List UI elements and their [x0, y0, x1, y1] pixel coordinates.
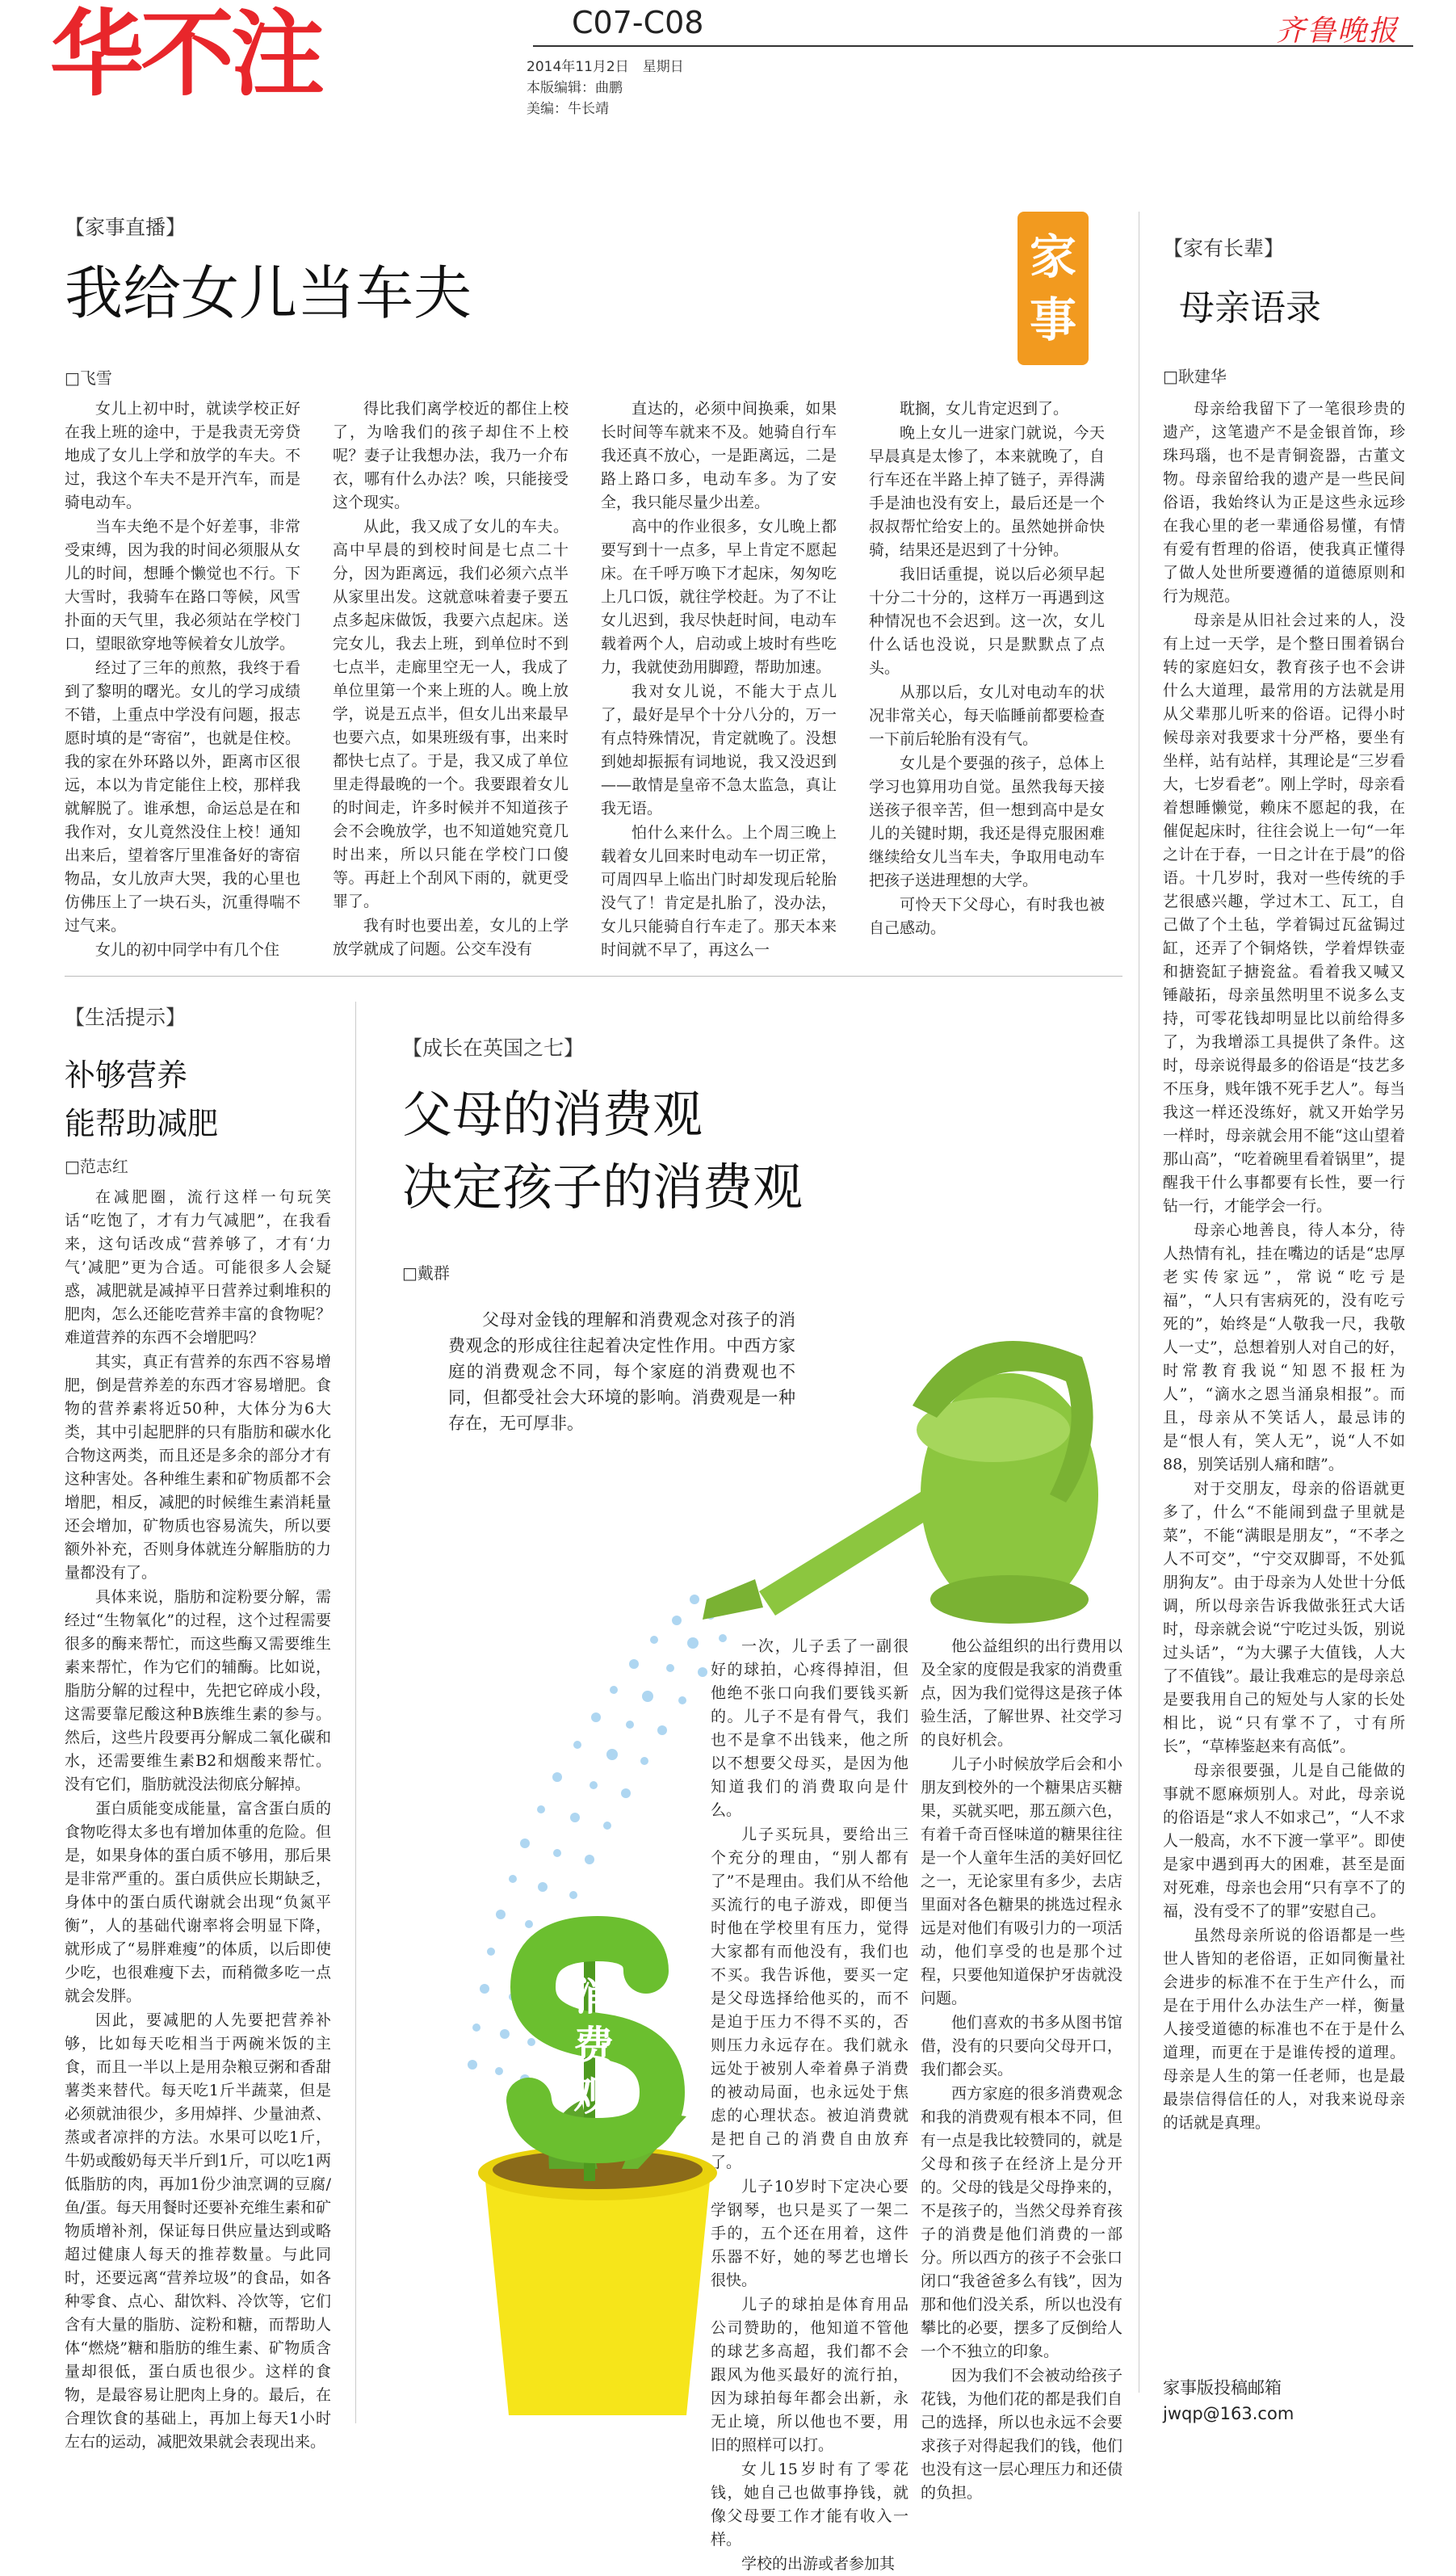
masthead: [0, 0, 1456, 121]
art2-section-tag: 【家有长辈】: [1163, 237, 1285, 260]
art1-col-1: [65, 397, 300, 959]
paragraph: 经过了三年的煎熬，我终于看到了黎明的曙光。女儿的学习成绩不错，上重点中学没有问题，报志愿时填的是“寄宿”，也就是住校。我的家在外环路以外，距离市区很远，本以为肯定能住上校，那样我就解脱了。谁承想，命运总是在和我作对，女儿竟然没住上校！通知出来后，望着客厅里准备好的寄宿物品，女儿放声大哭，我的心里也仿佛压上了一块石头，沉重得喘不过气来。: [65, 659, 300, 935]
submission-email[interactable]: jwqp@163.com: [1163, 2404, 1294, 2423]
art3-title-line1: 补够营养: [65, 1057, 188, 1093]
designer-credit: 美编：牛长靖: [527, 101, 609, 117]
paragraph: 母亲给我留下了一笔很珍贵的遗产，这笔遗产不是金银首饰，珍珠玛瑙，也不是青铜瓷器，古董文物。母亲留给我的遗产是一些民间俗语，我始终认为正是这些永远珍在我心里的老一辈通俗易懂，有情有爱有哲理的俗语，使我真正懂得了做人处世所要遵循的道德原则和行为规范。: [1163, 400, 1405, 605]
paragraph: 女儿15岁时有了零花钱，她自己也做事挣钱，就像父母要工作才能有收入一样。: [711, 2460, 908, 2549]
paragraph: 儿子买玩具，要给出三个充分的理由，“别人都有了”不是理由。我们从不给他买流行的电子游戏，即便当时他在学校里有压力，觉得大家都有而他没有，我们也不买。我告诉他，要买一定是父母选择给他买的，而不是迫于压力不得不买的，否则压力永远存在。我们就永远处于被别人牵着鼻子消费的被动局面，也永远处于焦虑的心理状态。被迫消费就是把自己的消费自由放弃了。: [711, 1826, 908, 2171]
paragraph: 从那以后，女儿对电动车的状况非常关心，每天临睡前都要检查一下前后轮胎有没有气。: [869, 683, 1105, 748]
paragraph: 我有时也要出差，女儿的上学放学就成了问题。公交车没有: [333, 917, 569, 958]
jiashi-badge-char: 家: [1029, 229, 1076, 284]
paragraph: 母亲很要强，儿是自己能做的事就不愿麻烦别人。对此，母亲说的俗语是“求人不如求己”，“人不求人一般高，水不下渡一掌平”。即使是家中遇到再大的困难，甚至是面对死难，母亲也会用“只有享不了的福，没有受不了的罪”安慰自己。: [1163, 1762, 1405, 1920]
art1-col-4: [869, 397, 1105, 937]
section-divider: [65, 976, 1122, 977]
paragraph: 西方家庭的很多消费观念和我的消费观有根本不同，但有一点是我比较赞同的，就是父母和孩子在经济上是分开的。父母的钱是父母挣来的，不是孩子的，当然父母养育孩子的消费是他们消费的一部分。所以西方的孩子不会张口闭口“我爸爸多么有钱”，因为那和他们没关系，所以也没有攀比的必要，摆多了反倒给人一个不独立的印象。: [921, 2085, 1122, 2360]
xiaofeiguan-badge: [557, 1971, 630, 2121]
art4-col-1: [711, 1635, 908, 2573]
art1-col-3: [601, 397, 837, 959]
art4-title-line1: 父母的消费观: [402, 1085, 703, 1144]
art4-title-line2: 决定孩子的消费观: [402, 1158, 804, 1217]
paragraph: 女儿的初中同学中有几个住: [95, 941, 280, 959]
editor-credit: 本版编辑：曲鹏: [527, 80, 623, 96]
paragraph: 对于交朋友，母亲的俗语就更多了，什么“不能闹到盘子里就是菜”，不能“满眼是朋友”，“不孝之人不可交”，“宁交双脚哥，不处狐朋狗友”。由于母亲为人处世十分低调，所以母亲告诉我做张狂式大话时，母亲就会说“宁吃过头饭，别说过头话”，“为大骡子大值钱，人大了不值钱”。最让我难忘的是母亲总是要我用自己的短处与人家的长处相比，说“只有掌不了，寸有所长”，“草棒鉴赵来有高低”。: [1163, 1480, 1405, 1755]
paragraph: 直达的，必须中间换乘，如果长时间等车就来不及。她骑自行车我还真不放心，一是距离远，二是路上路口多，电动车多。为了安全，我只能尽量少出差。: [601, 400, 837, 511]
paragraph: 具体来说，脂肪和淀粉要分解，需经过“生物氧化”的过程，这个过程需要很多的酶来帮忙，而这些酶又需要维生素来帮忙，作为它们的辅酶。比如说，脂肪分解的过程中，先把它碎成小段，这需要靠尼酸这种B族维生素的参与。然后，这些片段要再分解成二氧化碳和水，还需要维生素B2和烟酸来帮忙。没有它们，脂肪就没法彻底分解掉。: [65, 1588, 331, 1793]
paragraph: 学校的出游或者参加其: [741, 2555, 896, 2573]
paragraph: 耽搁，女儿肯定迟到了。: [900, 400, 1069, 418]
paragraph: 儿子小时候放学后会和小朋友到校外的一个糖果店买糖果，买就买吧，那五颜六色，有着千奇百怪味道的糖果往往是一个人童年生活的美好回忆之一，无论家里有多少，去店里面对各色糖果的挑选过程永远是对他们有吸引力的一项活动，他们享受的也是那个过程，只要他知道保护牙齿就没问题。: [921, 1755, 1122, 2007]
art3-title-line2: 能帮助减肥: [65, 1106, 219, 1141]
paragraph: 高中的作业很多，女儿晚上都要写到十一点多，早上肯定不愿起床。在千呼万唤下才起床，匆匆吃上几口饭，就往学校赶。为了不让女儿迟到，我尽快赶时间，电动车载着两个人，启动或上坡时有些吃力，我就使劲用脚蹬，帮助加速。: [601, 518, 837, 676]
newspaper-logo: 齐鲁晚报: [1276, 15, 1399, 48]
art3-section-tag: 【生活提示】: [65, 1006, 187, 1029]
paragraph: 我旧话重提，说以后必须早起十分二十分的，这样万一再遇到这种情况也不会迟到。这一次，女儿什么话也没说，只是默默点了点头。: [869, 565, 1105, 677]
paragraph: 母亲是从旧社会过来的人，没有上过一天学，是个整日围着锅台转的家庭妇女，教育孩子也不会讲什么大道理，最常用的方法就是用从父辈那儿听来的俗语。记得小时候母亲对我要求十分严格，要坐有坐样，站有站样，其理论是“三岁看大，七岁看老”。刚上学时，母亲看着想睡懒觉，赖床不愿起的我，在催促起床时，往往会说上一句“一年之计在于春，一日之计在于晨”的俗语。十几岁时，我对一些传统的手艺很感兴趣，学过木工、瓦工，自己做了个土毡，学着锔过瓦盆锔过缸，还弄了个铜烙铁，学着焊铁壶和搪瓷缸子搪瓷盆。看着我又喊又锤敲拓，母亲虽然明里不说多么支持，可零花钱却明显比以前给得多了，为我增添工具提供了条件。这时，母亲说得最多的俗语是“技艺多不压身，贱年饿不死手艺人”。每当我这一样还没练好，就又开始学另一样时，母亲就会用不能“这山望着那山高”，“吃着碗里看着锅里”，提醒我干什么事都要有长性，要一行钻一行，才能学会一行。: [1163, 611, 1405, 1215]
art4-section-tag: 【成长在英国之七】: [402, 1036, 585, 1060]
art4-lead: 父母对金钱的理解和消费观念对孩子的消费观念的形成往往起着决定性作用。中西方家庭的消费观念不同，每个家庭的消费观也不同，但都受社会大环境的影响。消费观是一种存在，无可厚非。: [448, 1310, 795, 1433]
xiaofeiguan-char: 观: [573, 2073, 614, 2120]
paragraph: 当车夫绝不是个好差事，非常受束缚，因为我的时间必须服从女儿的时间，想睡个懒觉也不行。下大雪时，我骑车在路口等候，风雪扑面的天气里，我必须站在学校门口，望眼欲穿地等候着女儿放学。: [65, 518, 300, 653]
art3-body: [65, 1186, 331, 2451]
paragraph: 女儿是个要强的孩子，总体上学习也算用功自觉。虽然我每天接送孩子很辛苦，但一想到高中是女儿的关键时期，我还是得克服困难继续给女儿当车夫，争取用电动车把孩子送进理想的大学。: [869, 754, 1105, 889]
paragraph: 可怜天下父母心，有时我也被自己感动。: [869, 896, 1105, 937]
paragraph: 在减肥圈，流行这样一句玩笑话“吃饱了，才有力气减肥”，在我看来，这句话改成“营养够了，才有‘力气’减肥”更为合适。可能很多人会疑惑，减肥就是减掉平日营养过剩堆积的肥肉，怎么还能吃营养丰富的食物呢？难道营养的东西不会增肥吗？: [65, 1188, 331, 1347]
art4-col-2: [921, 1635, 1122, 2502]
art1-col-2: [333, 397, 569, 958]
art2-title: 母亲语录: [1179, 288, 1321, 329]
paragraph: 我对女儿说，不能大于点儿了，最好是早个十分八分的，万一有点特殊情况，肯定就晚了。没想到她却振振有词地说，我又没迟到——敢情是皇帝不急太监急，真让我无语。: [601, 683, 837, 817]
paragraph: 儿子10岁时下定决心要学钢琴，也只是买了一架二手的，五个还在用着，这件乐器不好，她的琴艺也增长很快。: [711, 2178, 908, 2289]
submission-label: 家事版投稿邮箱: [1163, 2378, 1282, 2397]
xiaofeiguan-char: 费: [573, 2023, 614, 2070]
art1-title: 我给女儿当车夫: [65, 259, 472, 327]
page-numbers: C07-C08: [572, 5, 704, 40]
paragraph: 儿子的球拍是体育用品公司赞助的，他知道不管他的球艺多高超，我们都不会跟风为他买最好的流行拍，因为球拍每年都会出新，永无止境，所以他也不要，用旧的照样可以打。: [711, 2296, 908, 2454]
paragraph: 一次，儿子丢了一副很好的球拍，心疼得掉泪，但他绝不张口向我们要钱买新的。儿子不是有骨气，我们也不是拿不出钱来，他之所以不想要父母买，是因为他知道我们的消费取向是什么。: [711, 1637, 908, 1819]
paragraph: 蛋白质能变成能量，富含蛋白质的食物吃得太多也有增加体重的危险。但是，如果身体的蛋白质不够用，那后果是非常严重的。蛋白质供应长期缺乏，身体中的蛋白质代谢就会出现“负氮平衡”，人的基础代谢率将会明显下降，就形成了“易胖难瘦”的体质，以后即使少吃，也很难瘦下去，而稍微多吃一点就会发胖。: [65, 1800, 331, 2005]
xiaofeiguan-char: 消: [573, 1973, 614, 2019]
art4-byline: □戴群: [402, 1263, 450, 1283]
paragraph: 他公益组织的出行费用以及全家的度假是我家的消费重点，因为我们觉得这是孩子体验生活，了解世界、社交学习的良好机会。: [921, 1637, 1122, 1749]
jiashi-badge-char: 事: [1029, 292, 1076, 347]
paragraph: 从此，我又成了女儿的车夫。高中早晨的到校时间是七点二十分，因为距离远，我们必须六点半从家里出发。这就意味着妻子要五点多起床做饭，我要六点起床。送完女儿，我去上班，到单位时不到七点半，走廊里空无一人，我成了单位里第一个来上班的人。晚上放学，说是五点半，但女儿出来最早也要六点，如果班级有事，出来时都快七点了。于是，我又成了单位里走得最晚的一个。我要跟着女儿的时间走，许多时候并不知道孩子会不会晚放学，也不知道她究竟几时出来，所以只能在学校门口傻等。再赶上个刮风下雨的，就更受罪了。: [333, 518, 569, 910]
paragraph: 女儿上初中时，就读学校正好在我上班的途中，于是我责无旁贷地成了女儿上学和放学的车夫。不过，我这个车夫不是开汽车，而是骑电动车。: [65, 400, 300, 511]
jiashi-badge: [1018, 212, 1089, 365]
paragraph: 因为我们不会被动给孩子花钱，为他们花的都是我们自己的选择，所以也永远不会要求孩子对得起我们的钱，他们也没有这一层心理压力和还债的负担。: [921, 2367, 1122, 2502]
paragraph: 晚上女儿一进家门就说，今天早晨真是太惨了，本来就晚了，自行车还在半路上掉了链子，弄得满手是油也没有安上，最后还是一个叔叔帮忙给安上的。虽然她拼命快骑，结果还是迟到了十分钟。: [869, 424, 1105, 559]
art2-byline: □耿建华: [1163, 367, 1227, 386]
brand-logo: 华不注: [50, 0, 321, 109]
watering-can: [703, 1341, 1098, 1624]
paragraph: 因此，要减肥的人先要把营养补够，比如每天吃相当于两碗米饭的主食，而且一半以上是用杂粮豆粥和香甜薯类来替代。每天吃1斤半蔬菜，但是必须就油很少，多用焯拌、少量油煮、蒸或者凉拌的方法。水果可以吃1斤，牛奶或酸奶每天半斤到1斤，可以吃1两低脂肪的肉，再加1份少油烹调的豆腐/鱼/蛋。每天用餐时还要补充维生素和矿物质增补剂，保证每日供应量达到或略超过健康人每天的推荐数量。与此同时，还要远离“营养垃圾”的食品，如各种零食、点心、甜饮料、冷饮等，它们含有大量的脂肪、淀粉和糖，而帮助人体“燃烧”糖和脂肪的维生素、矿物质含量却很低，蛋白质也很少。这样的食物，是最容易让肥肉上身的。最后，在合理饮食的基础上，再加上每天1小时左右的运动，减肥效果就会表现出来。: [65, 2011, 331, 2451]
art2-body: [1163, 397, 1405, 2352]
paragraph: 母亲心地善良，待人本分，待人热情有礼，挂在嘴边的话是“忠厚老实传家远”，常说“吃亏是福”，“人只有害病死的，没有吃亏死的”，始终是“人敬我一尺，我敬人一丈”，总想着别人对自己的好，时常教育我说“知恩不报枉为人”，“滴水之恩当涌泉相报”。而且，母亲从不笑话人，最忌讳的是“恨人有，笑人无”，说“人不如88，别笑话别人痛和瞎”。: [1163, 1221, 1405, 1473]
paragraph: 虽然母亲所说的俗语都是一些世人皆知的老俗语，正如同衡量社会进步的标准不在于生产什么，而是在于用什么办法生产一样，衡量人接受道德的标准也不在于是什么道理，而更在于是谁传授的道理。母亲是人生的第一任老师，也是最最崇信得信任的人，对我来说母亲的话就是真理。: [1163, 1927, 1405, 2132]
paragraph: 怕什么来什么。上个周三晚上载着女儿回来时电动车一切正常，可周四早上临出门时却发现后轮胎没气了！肯定是扎胎了，没办法，女儿只能骑自行车走了。那天本来时间就不早了，再这么一: [601, 824, 837, 959]
art1-byline: □飞雪: [65, 368, 112, 388]
paragraph: 得比我们离学校近的都住上校了，为啥我们的孩子却住不上校呢？妻子让我想办法，我乃一介布衣，哪有什么办法？唉，只能接受这个现实。: [333, 400, 569, 511]
paragraph: 其实，真正有营养的东西不容易增肥，倒是营养差的东西才容易增肥。食物的营养素将近50种，大体分为6大类，其中引起肥胖的只有脂肪和碳水化合物这两类，而且还是多余的部分才有这种害处。各种维生素和矿物质都不会增肥，相反，减肥的时候维生素消耗量还会增加，矿物质也容易流失，所以要额外补充，否则身体就连分解脂肪的力量都没有了。: [65, 1353, 331, 1582]
art3-byline: □范志红: [65, 1157, 128, 1176]
paragraph: 他们喜欢的书多从图书馆借，没有的只要向父母开口，我们都会买。: [921, 2014, 1122, 2078]
art1-section-tag: 【家事直播】: [65, 216, 187, 239]
issue-date: 2014年11月2日 星期日: [527, 59, 684, 75]
